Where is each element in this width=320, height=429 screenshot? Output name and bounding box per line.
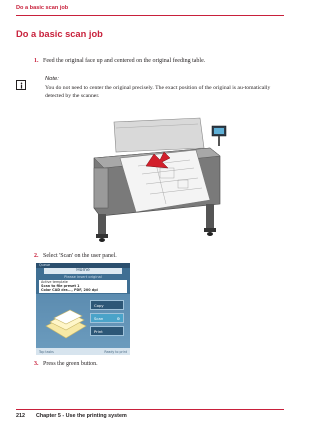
scan-button-label: Scan (94, 316, 104, 321)
active-template-box[interactable] (39, 280, 127, 293)
step-1-text: Feed the original face up and centered on the original feeding table. (43, 58, 206, 64)
queue-tab[interactable]: Queue (39, 263, 51, 267)
chapter-title: Chapter 5 - Use the printing system (36, 413, 127, 419)
step-2-text: Select 'Scan' on the user panel. (43, 253, 117, 259)
page-title: Do a basic scan job (16, 29, 103, 39)
scan-settings-icon: ⚙ (116, 316, 120, 321)
step-3 (34, 361, 98, 367)
user-panel-screenshot (36, 263, 130, 355)
footer-rule (16, 409, 284, 410)
print-button[interactable]: Print (90, 326, 124, 336)
template-detail: Color CAD dra..., PDF, 200 dpi (41, 288, 98, 293)
insert-original-hint: Please insert original (64, 275, 102, 279)
ready-status: Ready to print (104, 349, 127, 354)
panel-stage (36, 294, 130, 348)
page-number: 212 (16, 413, 25, 419)
template-label: Active template (41, 280, 68, 284)
note-label: Note: (45, 76, 59, 82)
document-stack-icon (40, 298, 90, 348)
panel-bottom-bar (36, 348, 130, 355)
info-icon (16, 80, 26, 90)
header-rule (16, 15, 284, 16)
copy-button[interactable]: Copy (90, 300, 124, 310)
step-3-text: Press the green button. (43, 361, 98, 367)
top-tasks-label[interactable]: Top tasks (39, 349, 54, 354)
running-header: Do a basic scan job (16, 5, 69, 11)
note-body: You do not need to center the original precisely. The exact position of the original is au-tomatically detected by the scanner. (45, 85, 271, 100)
scan-button[interactable] (90, 313, 124, 323)
home-tab[interactable]: Home (44, 268, 122, 274)
step-3-number: 3. (34, 361, 39, 367)
template-name: Scan to file preset 1 (41, 284, 80, 289)
step-1-number: 1. (34, 58, 39, 64)
step-2-number: 2. (34, 253, 39, 259)
scanner-illustration (80, 108, 236, 248)
step-1 (34, 58, 205, 64)
step-2 (34, 253, 117, 259)
